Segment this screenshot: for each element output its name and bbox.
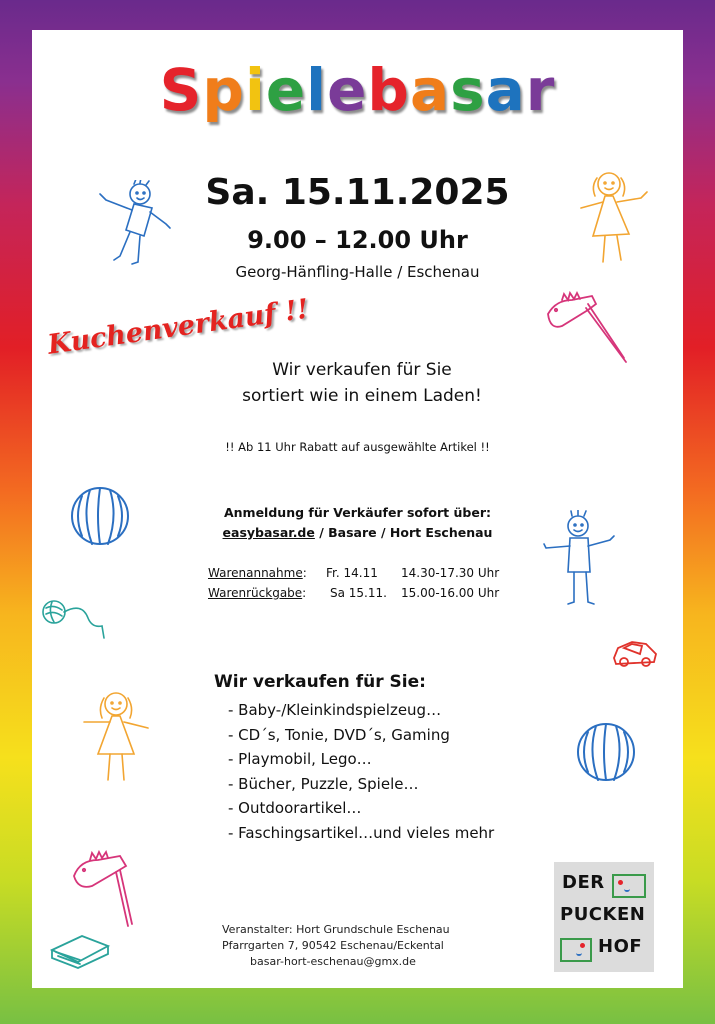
schedule-row-rueckgabe	[208, 586, 306, 600]
sell-list	[228, 698, 494, 845]
registration-path-rest: / Basare / Hort Eschenau	[314, 525, 493, 540]
pucken-hof-logo	[554, 862, 654, 972]
flyer-page	[32, 30, 683, 988]
yarn-doodle-icon	[38, 592, 108, 644]
schedule-label: Warenrückgabe	[208, 586, 303, 600]
hobby-horse-doodle-icon	[542, 288, 634, 368]
list-item: - CD´s, Tonie, DVD´s, Gaming	[228, 725, 450, 744]
event-venue: Georg-Hänfling-Halle / Eschenau	[235, 263, 480, 281]
flyer-title	[32, 56, 683, 124]
list-item: - Outdoorartikel…	[228, 799, 362, 817]
list-item: - Bücher, Puzzle, Spiele…	[228, 774, 419, 793]
title-letter: e	[265, 56, 307, 124]
title-letter: p	[202, 56, 245, 124]
title-letter: S	[159, 56, 203, 124]
logo-box-icon	[560, 938, 592, 962]
logo-row-2: PUCKEN	[560, 904, 646, 925]
title-letter: l	[306, 56, 328, 124]
girl-doodle-2-icon	[80, 684, 152, 784]
list-item: - Playmobil, Lego…	[228, 750, 372, 768]
schedule-sep: :	[302, 566, 307, 580]
title-letter: a	[409, 56, 451, 124]
boy-doodle-icon	[94, 180, 174, 272]
organizer-address: Pfarrgarten 7, 90542 Eschenau/Eckental	[222, 939, 444, 952]
organizer-block	[222, 922, 450, 970]
title-letter: i	[244, 56, 266, 124]
ball-doodle-icon	[68, 484, 132, 548]
schedule-sep: :	[302, 586, 307, 600]
girl-doodle-icon	[577, 166, 651, 270]
kuchenverkauf-banner: Kuchenverkauf !!	[45, 293, 311, 361]
schedule-day: Fr. 14.11	[326, 566, 378, 580]
book-doodle-icon	[48, 930, 112, 970]
title-letter: a	[485, 56, 526, 124]
registration-heading: Anmeldung für Verkäufer sofort über:	[223, 505, 491, 520]
ball-doodle-2-icon	[574, 720, 638, 784]
event-time: 9.00 – 12.00 Uhr	[247, 226, 468, 254]
sorted-line-1: Wir verkaufen für Sie	[272, 360, 452, 380]
schedule-day: Sa 15.11.	[330, 586, 387, 600]
title-letter: b	[367, 56, 410, 124]
event-date: Sa. 15.11.2025	[205, 172, 510, 213]
easybasar-link[interactable]: easybasar.de	[222, 525, 315, 540]
discount-note: !! Ab 11 Uhr Rabatt auf ausgewählte Artikel !!	[225, 440, 490, 454]
schedule-time: 15.00-16.00 Uhr	[401, 586, 500, 600]
title-letter: r	[525, 56, 556, 124]
boy-doodle-2-icon	[542, 510, 616, 610]
list-item: - Faschingsartikel…und vieles mehr	[228, 823, 495, 842]
schedule-time: 14.30-17.30 Uhr	[401, 566, 500, 580]
sorted-line-2: sortiert wie in einem Laden!	[242, 386, 482, 406]
schedule-row-annahme	[208, 566, 307, 580]
organizer-email[interactable]: basar-hort-eschenau@gmx.de	[250, 955, 416, 968]
logo-row-1: DER	[562, 872, 605, 893]
organizer-line: Veranstalter: Hort Grundschule Eschenau	[222, 923, 450, 936]
logo-box-icon	[612, 874, 646, 898]
title-letter: s	[450, 56, 486, 124]
hobby-horse-doodle-2-icon	[68, 846, 164, 930]
title-letter: e	[327, 56, 368, 124]
schedule-label: Warenannahme	[208, 566, 303, 580]
logo-row-3: HOF	[598, 936, 643, 957]
toy-car-doodle-icon	[610, 636, 660, 672]
sell-list-title: Wir verkaufen für Sie:	[214, 672, 426, 692]
list-item: - Baby-/Kleinkindspielzeug…	[228, 701, 442, 719]
